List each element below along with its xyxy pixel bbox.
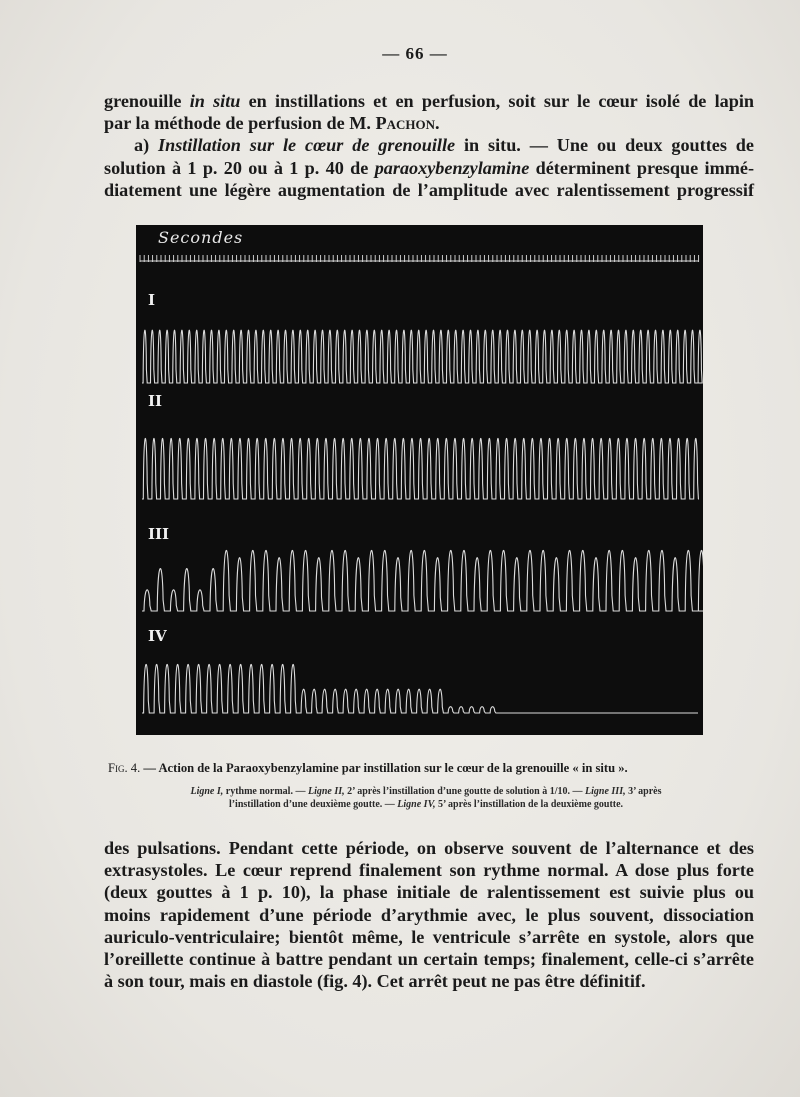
trace-label-2: II <box>148 392 163 410</box>
top-line-2: par la méthode de perfusion de M. Pachon. <box>104 113 440 134</box>
kymograph-figure <box>136 225 703 735</box>
top-line-1: grenouille in situ en instillations et en perfusion, soit sur le cœur isolé de lapin <box>104 91 755 111</box>
trace-label-4: IV <box>148 627 167 645</box>
bottom-line: auriculo-ventriculaire; bientôt même, le ventricule s’arrête en systole, alors que <box>104 926 754 947</box>
secondes-label: Secondes <box>158 228 244 247</box>
bottom-line: des pulsations. Pendant cette période, on observe souvent de l’alternance et des <box>104 838 754 858</box>
trace-line-4 <box>142 664 698 713</box>
bottom-paragraph <box>104 837 754 992</box>
bottom-line: (deux gouttes à 1 p. 10), la phase initiale de ralentissement est suivie plus ou <box>104 882 754 903</box>
legend-line-1: Ligne I, rythme normal. — Ligne II, 2’ après l’instillation d’une goutte de solution à 1/10. — Ligne III, 3’ après <box>190 786 662 797</box>
figure-legend <box>120 785 732 811</box>
bottom-line: moins rapidement d’une période d’arythmie avec, le plus souvent, dissociation <box>104 904 754 925</box>
legend-line-2: l’instillation d’une deuxième goutte. — Ligne IV, 5’ après l’instillation de la deuxième goutte. <box>228 799 624 810</box>
top-line-4: solution à 1 p. 20 ou à 1 p. 40 de paraoxybenzylamine déterminent presque immé- <box>104 157 754 178</box>
page-number: — 66 — <box>382 44 448 63</box>
kymograph-traces <box>136 225 703 735</box>
bottom-line: l’oreillette continue à battre pendant un certain temps; finalement, celle-ci s’arrête <box>104 949 754 970</box>
bottom-line: extrasystoles. Le cœur reprend finalement son rythme normal. A dose plus forte <box>104 860 754 881</box>
bottom-line: à son tour, mais en diastole (fig. 4). Cet arrêt peut ne pas être définitif. <box>104 971 646 992</box>
trace-line-3 <box>142 550 703 611</box>
top-paragraph <box>104 90 754 201</box>
trace-label-1: I <box>148 291 156 309</box>
top-line-3: a) Instillation sur le cœur de grenouille in situ. — Une ou deux gouttes de <box>134 135 754 156</box>
figure-caption: Fig. 4. — Action de la Paraoxybenzylamine par instillation sur le cœur de la grenouille « in situ ». <box>108 761 628 775</box>
trace-label-3: III <box>148 525 170 543</box>
time-marker-ticks <box>140 255 699 262</box>
top-line-5: diatement une légère augmentation de l’amplitude avec ralentissement progressif <box>104 179 754 200</box>
trace-line-1 <box>142 330 702 383</box>
trace-line-2 <box>142 438 698 499</box>
